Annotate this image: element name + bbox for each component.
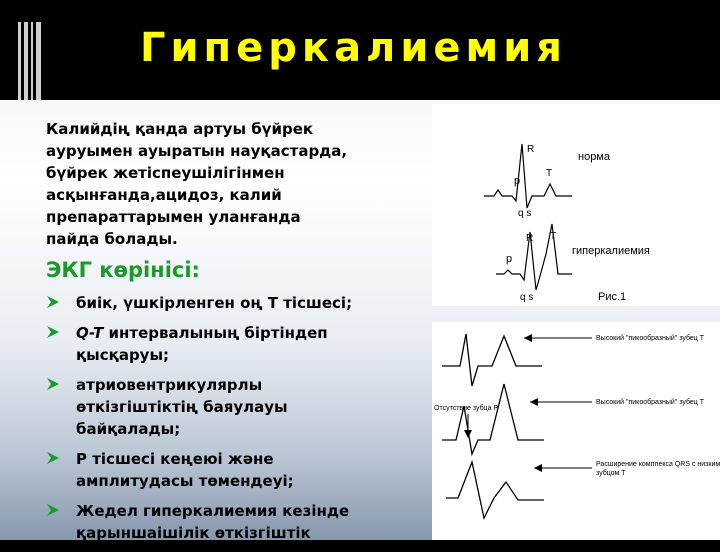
label-hyperkalemia: гиперкалиемия <box>572 245 650 257</box>
annotation-text: зубцом Т <box>596 470 626 477</box>
bullet-item <box>46 448 431 492</box>
ecg-figure-norm-vs-hyperkalemia <box>432 104 720 306</box>
bullet-line: байқалады; <box>76 420 181 438</box>
annotation-arrow <box>524 334 592 342</box>
ecg-trace-absent-p <box>442 384 544 454</box>
annotation-arrow <box>464 414 472 438</box>
bullet-line: Р тісшесі кеңеюі және <box>76 450 274 468</box>
bullet-list <box>46 292 431 552</box>
bullet-line: қысқаруы; <box>76 346 170 364</box>
bullet-line: қарыншаішілік өткізгіштік <box>76 524 311 542</box>
arrow-bullet-icon <box>46 451 60 465</box>
wave-label-qs: q s <box>518 208 532 219</box>
wave-label-t: T <box>546 168 553 179</box>
arrow-bullet-icon <box>46 503 60 517</box>
bullet-line-rest: интервалының біртіндеп <box>103 324 328 342</box>
arrow-bullet-icon <box>46 325 60 339</box>
bullet-item <box>46 322 431 366</box>
annotation-arrow <box>530 398 592 406</box>
wave-label-p: p <box>514 175 521 187</box>
intro-line: асқынғанда,ацидоз, калий <box>46 186 282 204</box>
annotation-text: Высокий "пикообразный" зубец Т <box>596 399 705 406</box>
slide-title: Гиперкалиемия <box>140 25 567 71</box>
ecg-figure-2-image <box>432 322 720 540</box>
wave-label-r: R <box>527 144 535 155</box>
wave-label-r: R <box>526 233 534 244</box>
wave-label-qs: q s <box>520 292 534 303</box>
ecg-figure-annotated <box>432 322 720 540</box>
qt-term: Q-T <box>76 324 104 342</box>
bullet-item <box>46 292 431 314</box>
intro-line: бүйрек жетіспеушілігінмен <box>46 164 285 182</box>
bullet-item <box>46 374 431 440</box>
bullet-line: биік, үшкірленген оң Т тісшесі; <box>76 294 353 312</box>
bullet-line: өткізгіштіктің баяулауы <box>76 398 288 416</box>
ecg-trace-peaked-t <box>442 334 542 386</box>
intro-line: пайда болады. <box>46 230 178 248</box>
label-norm: норма <box>578 151 610 163</box>
intro-line: препараттарымен уланғанда <box>46 208 301 226</box>
ecg-trace-wide-qrs <box>446 462 544 518</box>
bullet-line <box>76 322 431 344</box>
intro-line: Калийдің қанда артуы бүйрек <box>46 120 314 138</box>
bullet-line: атриовентрикулярлы <box>76 376 263 394</box>
wave-label-t: T <box>550 231 557 242</box>
annotation-arrow <box>534 464 592 472</box>
arrow-bullet-icon <box>46 295 60 309</box>
ecg-figure-1-image <box>432 104 720 306</box>
figure-caption: Рис.1 <box>598 291 627 303</box>
ecg-subheading: ЭКГ көрінісі: <box>46 258 200 282</box>
intro-text <box>46 118 426 250</box>
annotation-text: Отсутствие зубца Р <box>434 405 499 412</box>
annotation-text: Расширение комплекса QRS с низким <box>596 461 720 468</box>
annotation-text: Высокий "пикообразный" зубец Т <box>596 335 705 342</box>
bullet-line: Жедел гиперкалиемия кезінде <box>76 502 350 520</box>
decorative-bars <box>18 22 44 112</box>
intro-line: ауруымен ауыратын науқастарда, <box>46 142 348 160</box>
bullet-item <box>46 500 431 544</box>
arrow-bullet-icon <box>46 377 60 391</box>
wave-label-p: p <box>506 253 513 265</box>
bullet-line: амплитудасы төмендеуі; <box>76 472 294 490</box>
